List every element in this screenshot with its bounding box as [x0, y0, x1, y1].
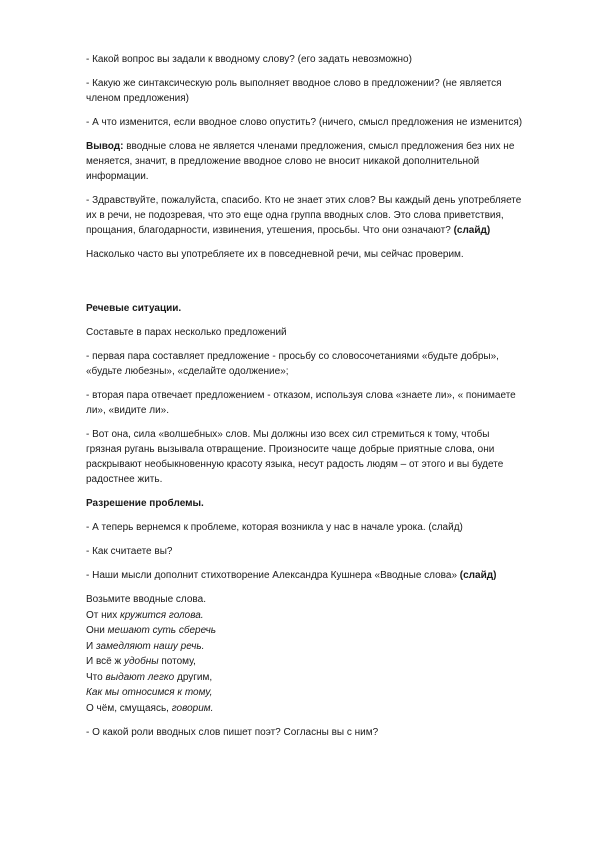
- paragraph-question-1: - Какой вопрос вы задали к вводному слову? (его задать невозможно): [86, 54, 412, 65]
- poem-line-2: От них кружится голова.: [86, 609, 204, 621]
- poem-line-3: Они мешают суть сберечь: [86, 625, 217, 636]
- poem-line-7: Как мы относимся к тому,: [86, 687, 213, 698]
- paragraph-greeting: [86, 193, 526, 238]
- paragraph-final-question: - О какой роли вводных слов пишет поэт? Согласны вы с ним?: [86, 727, 379, 738]
- poem-line-6: Что выдают легко другим,: [86, 671, 213, 683]
- greeting-slide-marker: (слайд): [453, 225, 491, 236]
- section-gap: [86, 271, 526, 301]
- document-page: [86, 52, 526, 749]
- paragraph-question-2: - Какую же синтаксическую роль выполняет вводное слово в предложении? (не является членом предложения): [86, 78, 502, 104]
- conclusion-text: вводные слова не является членами предложения, смысл предложения без них не меняется, значит, в предложение вводное слово не вносит никакой дополнительной информации.: [86, 141, 515, 182]
- poem-line-1: Возьмите вводные слова.: [86, 594, 206, 605]
- poem-line-8: О чём, смущаясь, говорим.: [86, 702, 214, 714]
- paragraph-speech-magic-words: - Вот она, сила «волшебных» слов. Мы должны изо всех сил стремиться к тому, чтобы грязная ругань вызывала отвращение. Произносите чаще добрые приятные слова, они раскрывают необыкновенную красоту языка, несут радость людям – от этого и вы будете радостнее жить.: [86, 429, 504, 485]
- poem-line-4: И замедляют нашу речь.: [86, 640, 205, 652]
- greeting-text: - Здравствуйте, пожалуйста, спасибо. Кто не знает этих слов? Вы каждый день употребляете их в речи, не подозревая, что это еще одна группа вводных слов. Это слова приветствия, прощания, благодарности, извинения, утешения, просьбы. Что они означают?: [86, 195, 522, 236]
- poem: [86, 592, 526, 716]
- poem-intro-text: - Наши мысли дополнит стихотворение Александра Кушнера «Вводные слова»: [86, 570, 460, 581]
- heading-problem-solving: Разрешение проблемы.: [86, 498, 204, 509]
- paragraph-conclusion: [86, 139, 526, 184]
- paragraph-problem-1: - А теперь вернемся к проблеме, которая возникла у нас в начале урока. (слайд): [86, 522, 463, 533]
- heading-speech-situations: Речевые ситуации.: [86, 303, 182, 314]
- paragraph-speech-pair-2: - вторая пара отвечает предложением - отказом, используя слова «знаете ли», « понимаете ли», «видите ли».: [86, 390, 516, 416]
- conclusion-label: Вывод:: [86, 141, 124, 152]
- paragraph-question-3: - А что изменится, если вводное слово опустить? (ничего, смысл предложения не изменится): [86, 117, 523, 128]
- paragraph-speech-task: Составьте в парах несколько предложений: [86, 327, 287, 338]
- paragraph-speech-pair-1: - первая пара составляет предложение - просьбу со словосочетаниями «будьте добры», «будьте любезны», «сделайте одолжение»;: [86, 351, 499, 377]
- paragraph-poem-intro: [86, 568, 526, 583]
- poem-line-5: И всё ж удобны потому,: [86, 656, 196, 667]
- poem-intro-slide-marker: (слайд): [459, 570, 497, 581]
- paragraph-problem-2: - Как считаете вы?: [86, 546, 173, 557]
- paragraph-check: Насколько часто вы употребляете их в повседневной речи, мы сейчас проверим.: [86, 249, 464, 260]
